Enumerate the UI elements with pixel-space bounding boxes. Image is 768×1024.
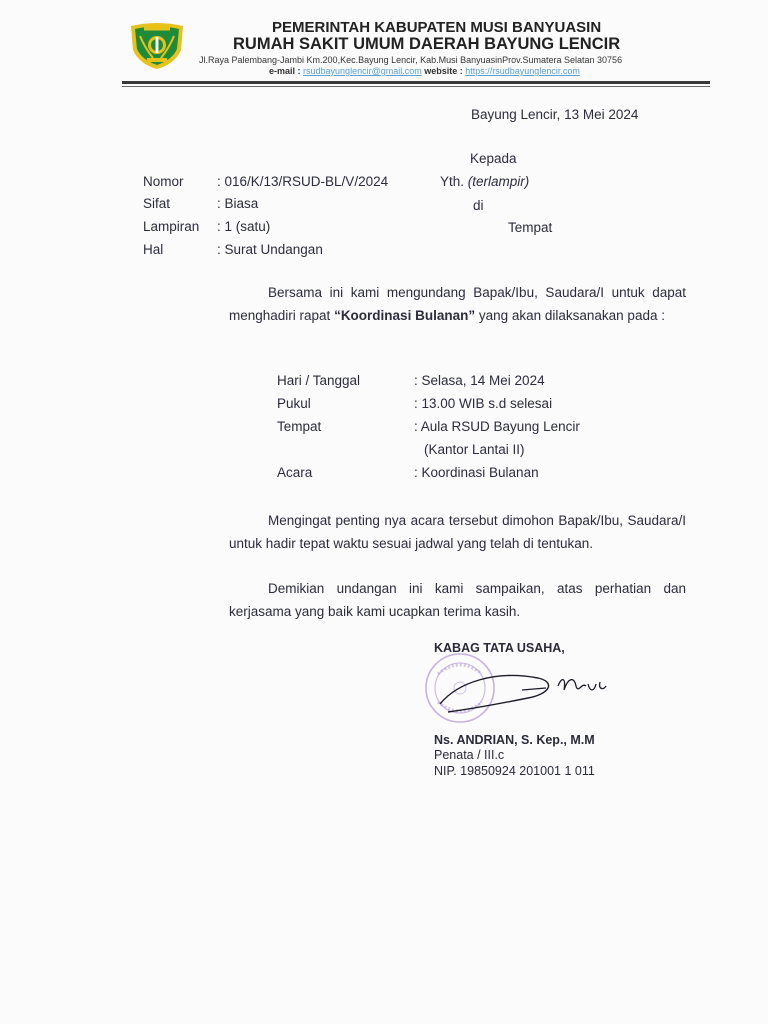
letterhead-rule-thin — [122, 86, 710, 87]
detail-value-agenda: : Koordinasi Bulanan — [414, 465, 539, 480]
email-link[interactable]: rsudbayunglencir@gmail.com — [303, 66, 422, 76]
letterhead-rule-thick — [122, 81, 710, 84]
letterhead-government-name: PEMERINTAH KABUPATEN MUSI BANYUASIN — [272, 19, 602, 36]
detail-value-place-floor: (Kantor Lantai II) — [424, 442, 525, 457]
meta-value-hal: : Surat Undangan — [217, 242, 323, 257]
official-stamp — [418, 642, 618, 732]
regency-emblem-logo — [127, 20, 187, 70]
detail-label-place: Tempat — [277, 419, 322, 434]
letterhead-hospital-name: RUMAH SAKIT UMUM DAERAH BAYUNG LENCIR — [233, 35, 621, 53]
signatory-title: KABAG TATA USAHA, — [434, 641, 565, 655]
meta-value-nomor: : 016/K/13/RSUD-BL/V/2024 — [217, 174, 389, 189]
recipient-name: (terlampir) — [467, 174, 530, 189]
recipient-tempat: Tempat — [508, 220, 553, 235]
signatory-nip: NIP. 19850924 201001 1 011 — [434, 764, 595, 778]
signatory-rank: Penata / III.c — [434, 748, 505, 762]
closing-paragraph-2: Demikian undangan ini kami sampaikan, atas perhatian dan kerjasama yang baik kami ucapkan terima kasih. — [229, 581, 686, 619]
meta-label-hal: Hal — [143, 242, 164, 257]
meta-value-lampiran: : 1 (satu) — [217, 219, 271, 234]
meta-label-lampiran: Lampiran — [143, 219, 200, 234]
letterhead-contact — [269, 66, 580, 76]
recipient-kepada: Kepada — [470, 151, 517, 166]
detail-label-agenda: Acara — [277, 465, 313, 480]
email-label: e-mail : — [269, 66, 301, 76]
meta-label-sifat: Sifat — [143, 196, 171, 211]
meta-label-nomor: Nomor — [143, 174, 184, 189]
letterhead-address: Jl.Raya Palembang-Jambi Km.200,Kec.Bayung Lencir, Kab.Musi BanyuasinProv.Sumatera Selatan 30756 — [199, 55, 623, 65]
recipient-yth-label: Yth. — [440, 174, 465, 189]
detail-label-date: Hari / Tanggal — [277, 373, 361, 388]
closing-paragraph-1: Mengingat penting nya acara tersebut dimohon Bapak/Ibu, Saudara/I untuk hadir tepat waktu sesuai jadwal yang telah di tentukan. — [229, 513, 686, 551]
recipient-yth — [440, 174, 529, 189]
intro-text-c: yang akan dilaksanakan pada : — [475, 308, 665, 323]
detail-label-time: Pukul — [277, 396, 311, 411]
website-label: website : — [424, 66, 463, 76]
intro-paragraph — [229, 281, 686, 327]
intro-text-a: Bersama ini kami mengundang Bapak/Ibu, Saudara/I untuk dapat menghadiri rapat — [229, 285, 686, 323]
recipient-di: di — [473, 198, 484, 213]
website-link[interactable]: https://rsudbayunglencir.com — [465, 66, 580, 76]
signatory-name: Ns. ANDRIAN, S. Kep., M.M — [434, 733, 595, 747]
detail-value-time: : 13.00 WIB s.d selesai — [414, 396, 553, 411]
meta-value-sifat: : Biasa — [217, 196, 259, 211]
place-date: Bayung Lencir, 13 Mei 2024 — [471, 107, 639, 122]
meeting-name: “Koordinasi Bulanan” — [334, 308, 476, 323]
detail-value-date: : Selasa, 14 Mei 2024 — [414, 373, 545, 388]
detail-value-place: : Aula RSUD Bayung Lencir — [414, 419, 580, 434]
